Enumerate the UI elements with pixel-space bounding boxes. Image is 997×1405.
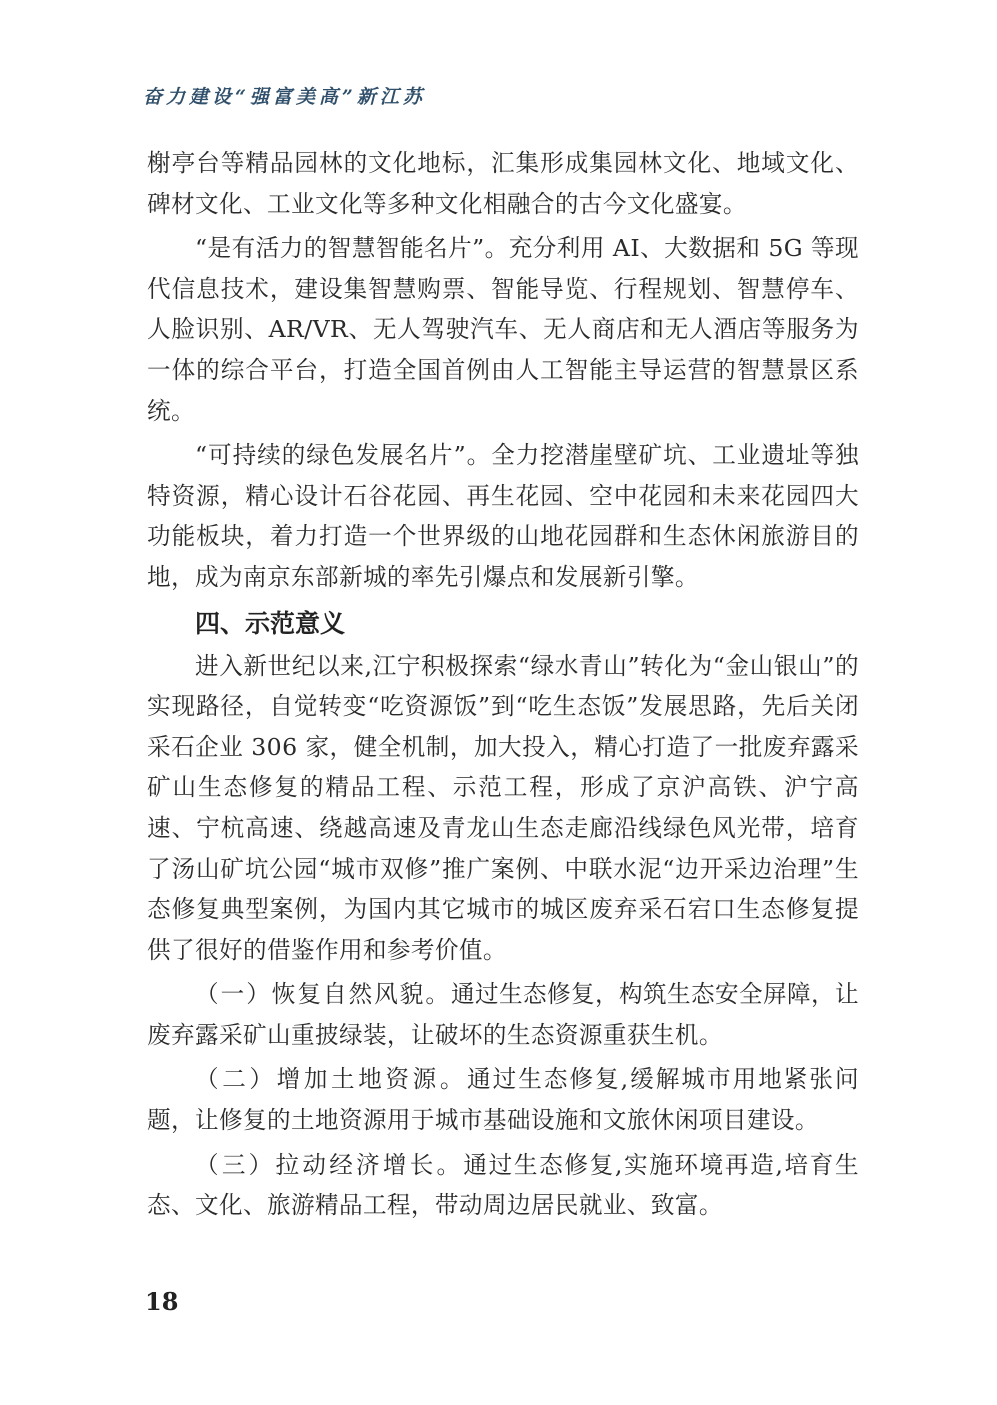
list-item-1 [147, 974, 859, 1055]
running-header: 奋力建设“强富美高”新江苏 [143, 86, 426, 108]
paragraph-continuation: 榭亭台等精品园林的文化地标，汇集形成集园林文化、地域文化、碑材文化、工业文化等多种文化相融合的古今文化盛宴。 [147, 149, 859, 218]
paragraph-smart-card: “是有活力的智慧智能名片”。充分利用 AI、大数据和 5G 等现代信息技术，建设集智慧购票、智能导览、行程规划、智慧停车、人脸识别、AR/VR、无人驾驶汽车、无人商店和无人酒店等服务为一体的综合平台，打造全国首例由人工智能主导运营的智慧景区系统。 [147, 234, 859, 425]
list-item-3 [147, 1145, 859, 1226]
list-item-2-body: 通过生态修复,缓解城市用地紧张问题，让修复的土地资源用于城市基础设施和文旅休闲项目建设。 [147, 1065, 860, 1135]
list-item-2 [147, 1059, 859, 1140]
page-number: 18 [145, 1287, 179, 1316]
list-item-1-lead: （一）恢复自然风貌。 [195, 980, 451, 1009]
paragraph-significance: 进入新世纪以来,江宁积极探索“绿水青山”转化为“金山银山”的实现路径，自觉转变“吃资源饭”到“吃生态饭”发展思路，先后关闭采石企业 306 家，健全机制，加大投入，精心打造了一批废弃露采矿山生态修复的精品工程、示范工程，形成了京沪高铁、沪宁高速、宁杭高速、绕越高速及青龙山生态走廊沿线绿色风光带，培育了汤山矿坑公园“城市双修”推广案例、中联水泥“边开采边治理”生态修复典型案例，为国内其它城市的城区废弃采石宕口生态修复提供了很好的借鉴作用和参考价值。 [147, 651, 859, 964]
list-item-3-lead: （三）拉动经济增长。 [195, 1150, 464, 1179]
section-heading: 四、示范意义 [195, 608, 346, 638]
list-item-1-body: 通过生态修复，构筑生态安全屏障，让废弃露采矿山重披绿装，让破坏的生态资源重获生机。 [147, 980, 859, 1049]
paragraph-green-card: “可持续的绿色发展名片”。全力挖潜崖壁矿坑、工业遗址等独特资源，精心设计石谷花园、再生花园、空中花园和未来花园四大功能板块，着力打造一个世界级的山地花园群和生态休闲旅游目的地，成为南京东部新城的率先引爆点和发展新引擎。 [147, 441, 859, 591]
list-item-2-lead: （二）增加土地资源。 [195, 1065, 468, 1094]
page-body [147, 143, 859, 1226]
list-item-3-body: 通过生态修复,实施环境再造,培育生态、文化、旅游精品工程，带动周边居民就业、致富。 [147, 1150, 859, 1220]
